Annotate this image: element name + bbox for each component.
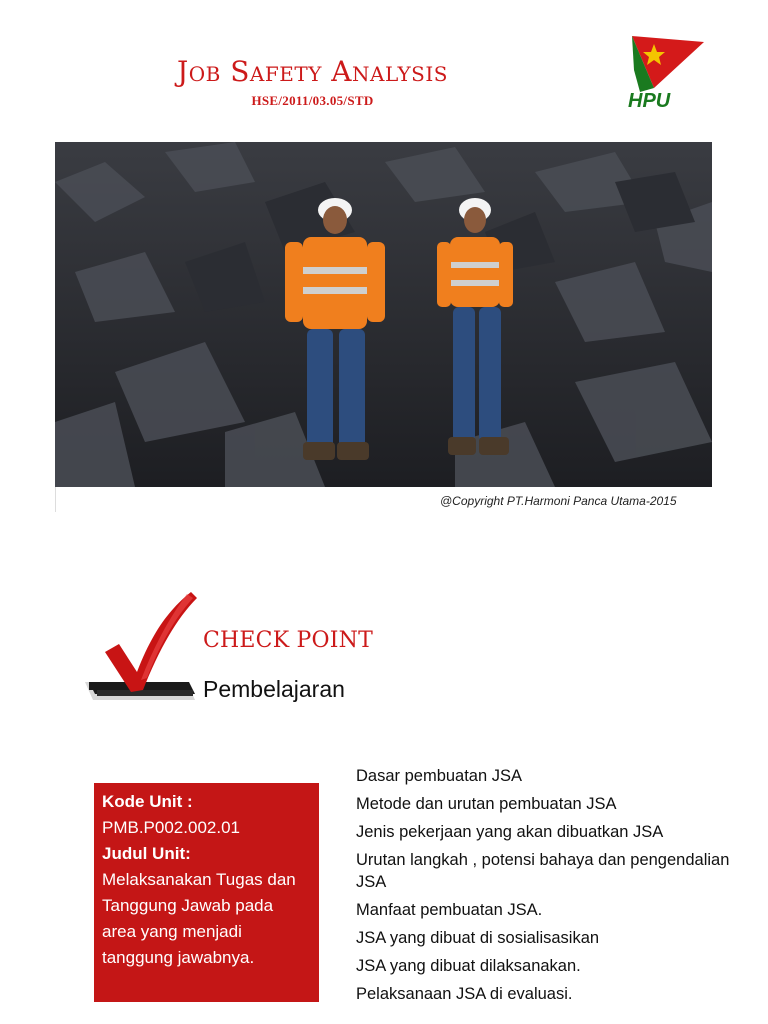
unit-info-box	[94, 783, 319, 1002]
list-item: Urutan langkah , potensi bahaya dan pengendalian JSA	[356, 851, 730, 891]
unit-title-label: Judul Unit:	[102, 844, 191, 863]
unit-code-label: Kode Unit :	[102, 792, 193, 811]
topic-list	[356, 765, 736, 1011]
unit-title-value: Melaksanakan Tugas dan Tanggung Jawab pada area yang menjadi tanggung jawabnya.	[102, 870, 296, 967]
document-code: HSE/2011/03.05/STD	[251, 93, 374, 108]
list-item: Jenis pekerjaan yang akan dibuatkan JSA	[356, 823, 664, 841]
list-item: Dasar pembuatan JSA	[356, 767, 523, 785]
checkpoint-title: CHECK POINT	[203, 628, 373, 653]
photo-divider	[55, 487, 56, 512]
list-item: JSA yang dibuat dilaksanakan.	[356, 957, 581, 975]
checkmark-icon	[75, 590, 205, 720]
list-item: JSA yang dibuat di sosialisasikan	[356, 929, 600, 947]
unit-code-value: PMB.P002.002.01	[102, 818, 240, 837]
list-item: Pelaksanaan JSA di evaluasi.	[356, 985, 573, 1003]
checkpoint-subtitle: Pembelajaran	[203, 676, 345, 702]
page-title: Job Safety Analysis	[177, 55, 448, 88]
copyright-caption: @Copyright PT.Harmoni Panca Utama-2015	[440, 494, 677, 508]
logo-text: HPU	[628, 90, 671, 112]
list-item: Manfaat pembuatan JSA.	[356, 901, 543, 919]
list-item: Metode dan urutan pembuatan JSA	[356, 795, 617, 813]
workers-photo	[55, 142, 712, 487]
